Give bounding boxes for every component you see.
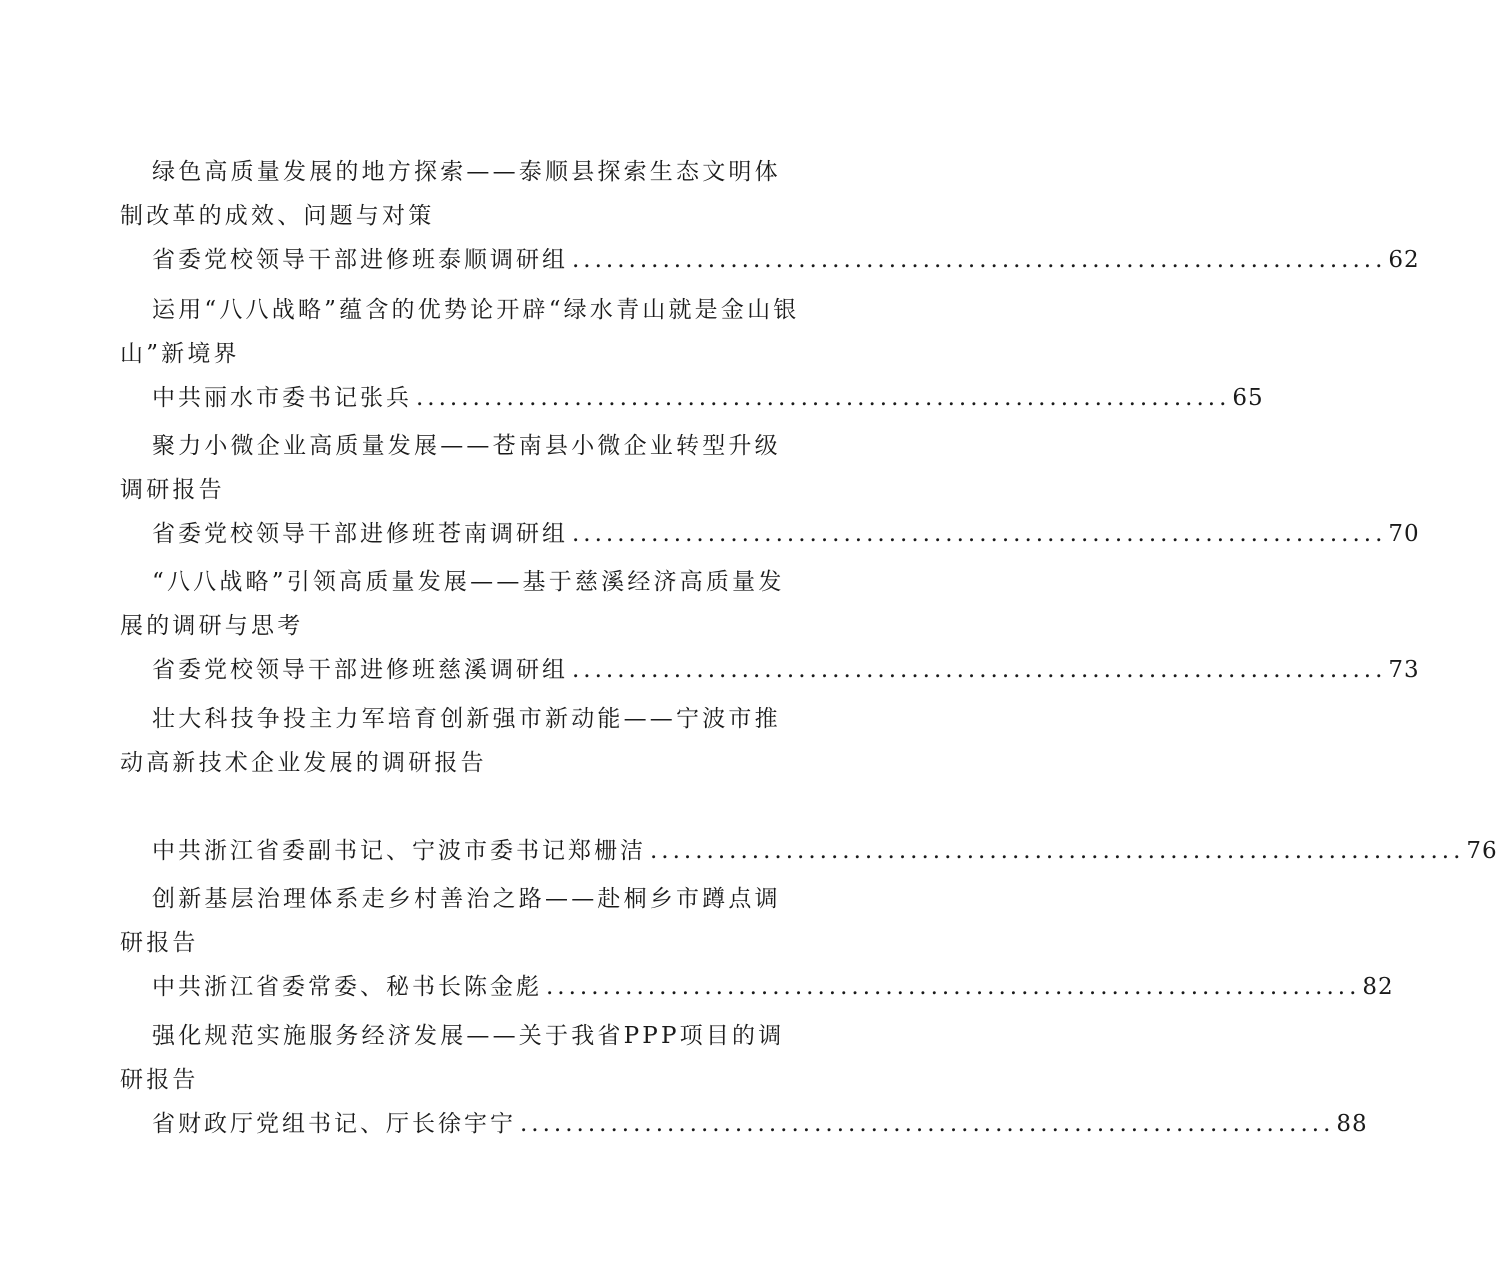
toc-entry [120, 697, 1498, 873]
toc-entry-author: 中共丽水市委书记张兵 [152, 385, 412, 411]
toc-entry [120, 560, 1420, 692]
toc-entry-author-line [120, 512, 1420, 556]
dot-leader: ........................................................................ [650, 838, 1465, 864]
toc-entry-title: 运用“八八战略”蕴含的优势论开辟“绿水青山就是金山银山”新境界 [120, 297, 800, 367]
toc-entry-author-line [120, 376, 1264, 420]
dot-leader: ........................................................................ [572, 521, 1387, 547]
toc-entry-author-line [120, 829, 1498, 873]
toc-entry-page-number: 82 [1362, 974, 1394, 1000]
toc-entry-title: 强化规范实施服务经济发展——关于我省PPP项目的调研报告 [120, 1023, 785, 1093]
toc-entry-author: 省委党校领导干部进修班泰顺调研组 [152, 247, 568, 273]
toc-entry-title: 聚力小微企业高质量发展——苍南县小微企业转型升级调研报告 [120, 433, 781, 503]
toc-entry-author-line [120, 648, 1420, 692]
dot-leader: ........................................................................ [416, 385, 1231, 411]
toc-entry-author: 省财政厅党组书记、厅长徐宇宁 [152, 1111, 516, 1137]
toc-entry [120, 877, 1394, 1009]
toc-entry-author: 省委党校领导干部进修班苍南调研组 [152, 521, 568, 547]
toc-entry [120, 150, 1420, 282]
toc-entry-author: 中共浙江省委常委、秘书长陈金彪 [152, 974, 542, 1000]
toc-entry-title: “八八战略”引领高质量发展——基于慈溪经济高质量发展的调研与思考 [120, 569, 785, 639]
toc-entry-author: 中共浙江省委副书记、宁波市委书记郑栅洁 [152, 838, 646, 864]
toc-entry-page-number: 76 [1466, 838, 1498, 864]
toc-entry-page-number: 65 [1232, 385, 1264, 411]
toc-entry-page-number: 73 [1388, 657, 1420, 683]
toc-entry-author-line [120, 1102, 1368, 1146]
toc-entry-title: 创新基层治理体系走乡村善治之路——赴桐乡市蹲点调研报告 [120, 886, 781, 956]
toc-entry-title: 绿色高质量发展的地方探索——泰顺县探索生态文明体制改革的成效、问题与对策 [120, 159, 781, 229]
toc-entry-title: 壮大科技争投主力军培育创新强市新动能——宁波市推动高新技术企业发展的调研报告 [120, 706, 781, 776]
toc-entry-author: 省委党校领导干部进修班慈溪调研组 [152, 657, 568, 683]
toc-entry-page-number: 62 [1388, 247, 1420, 273]
toc-entry-author-line [120, 965, 1394, 1009]
dot-leader: ........................................................................ [572, 657, 1387, 683]
dot-leader: ........................................................................ [546, 974, 1361, 1000]
toc-entry [120, 424, 1420, 556]
dot-leader: ........................................................................ [572, 247, 1387, 273]
dot-leader: ........................................................................ [520, 1111, 1335, 1137]
toc-entry-page-number: 70 [1388, 521, 1420, 547]
toc-entry [120, 1014, 1368, 1146]
toc-entry-author-line [120, 238, 1420, 282]
toc-entry [120, 288, 1264, 420]
toc-entry-page-number: 88 [1336, 1111, 1368, 1137]
